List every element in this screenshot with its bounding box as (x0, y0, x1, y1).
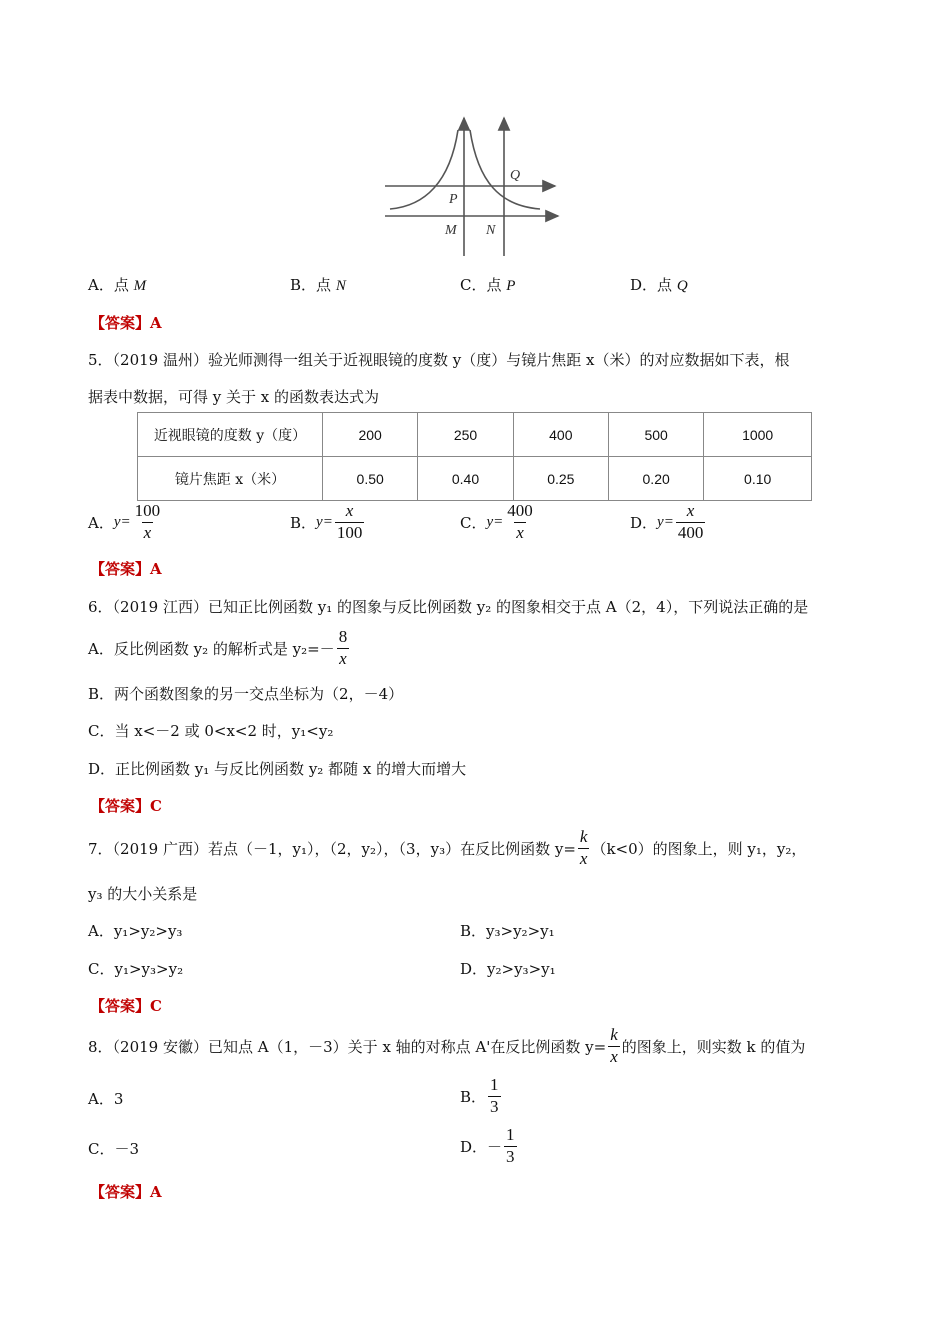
q8-option-d: D．－ $\frac{1}{3}$ (460, 1125, 515, 1166)
q7-stem-line2: y₃ 的大小关系是 (88, 885, 198, 903)
q7-answer: 【答案】C (90, 997, 162, 1015)
q5-stem-line2: 据表中数据，可得 y 关于 x 的函数表达式为 (88, 388, 380, 406)
label-p: P (449, 192, 458, 207)
q7-option-b: B．y₃>y₂>y₁ (460, 922, 555, 940)
q5-option-b: B． y= $\frac{x}{100}$ (290, 501, 363, 542)
left-hyperbola-branch (390, 130, 458, 209)
q4-option-a: A．点 M (88, 276, 147, 294)
table-row: 近视眼镜的度数 y（度） 200 250 400 500 1000 (138, 413, 812, 457)
q4-option-d: D．点 Q (630, 276, 688, 294)
q4-option-c: C．点 P (460, 276, 516, 294)
q5-option-d: D． y= $\frac{x}{400}$ (630, 501, 704, 542)
q6-option-a: A．反比例函数 y₂ 的解析式是 y₂=－ $\frac{8}{x}$ (88, 627, 348, 668)
label-m: M (445, 223, 457, 238)
q4-answer: 【答案】A (90, 314, 162, 332)
q7-option-a: A．y₁>y₂>y₃ (88, 922, 183, 940)
q5-data-table (137, 412, 812, 501)
q6-option-d: D．正比例函数 y₁ 与反比例函数 y₂ 都随 x 的增大而增大 (88, 760, 467, 778)
table-row: 镜片焦距 x（米） 0.50 0.40 0.25 0.20 0.10 (138, 457, 812, 501)
label-n: N (486, 223, 496, 238)
q7-stem: 7．（2019 广西）若点（－1，y₁），（2，y₂），（3，y₃）在反比例函数 y= $\frac{k}{x}$ （k<0）的图象上，则 y₁，y₂， (88, 827, 807, 868)
q6-option-c: C．当 x<－2 或 0<x<2 时，y₁<y₂ (88, 722, 334, 740)
q5-stem-line1: 5．（2019 温州）验光师测得一组关于近视眼镜的度数 y（度）与镜片焦距 x（米）的对应数据如下表，根 (88, 351, 790, 369)
right-hyperbola-branch (470, 130, 540, 209)
q6-option-b: B．两个函数图象的另一交点坐标为（2，－4） (88, 685, 404, 703)
label-q: Q (510, 168, 521, 183)
q7-option-d: D．y₂>y₃>y₁ (460, 960, 556, 978)
q4-option-b: B．点 N (290, 276, 346, 294)
q8-stem: 8．（2019 安徽）已知点 A（1，－3）关于 x 轴的对称点 A'在反比例函数 y= $\frac{k}{x}$ 的图象上，则实数 k 的值为 (88, 1025, 806, 1066)
q8-option-c: C．－3 (88, 1140, 140, 1158)
q5-option-a: A． y= $\frac{100}{x}$ (88, 501, 161, 542)
q5-option-c: C． y= $\frac{400}{x}$ (460, 501, 533, 542)
q8-answer: 【答案】A (90, 1183, 162, 1201)
q6-stem: 6．（2019 江西）已知正比例函数 y₁ 的图象与反比例函数 y₂ 的图象相交于点 A（2，4），下列说法正确的是 (88, 598, 809, 616)
q7-option-c: C．y₁>y₃>y₂ (88, 960, 184, 978)
q6-answer: 【答案】C (90, 797, 162, 815)
hyperbola-graph (380, 112, 565, 260)
q5-answer: 【答案】A (90, 560, 162, 578)
q8-option-a: A．3 (88, 1090, 124, 1108)
q8-option-b: B． $\frac{1}{3}$ (460, 1075, 499, 1116)
